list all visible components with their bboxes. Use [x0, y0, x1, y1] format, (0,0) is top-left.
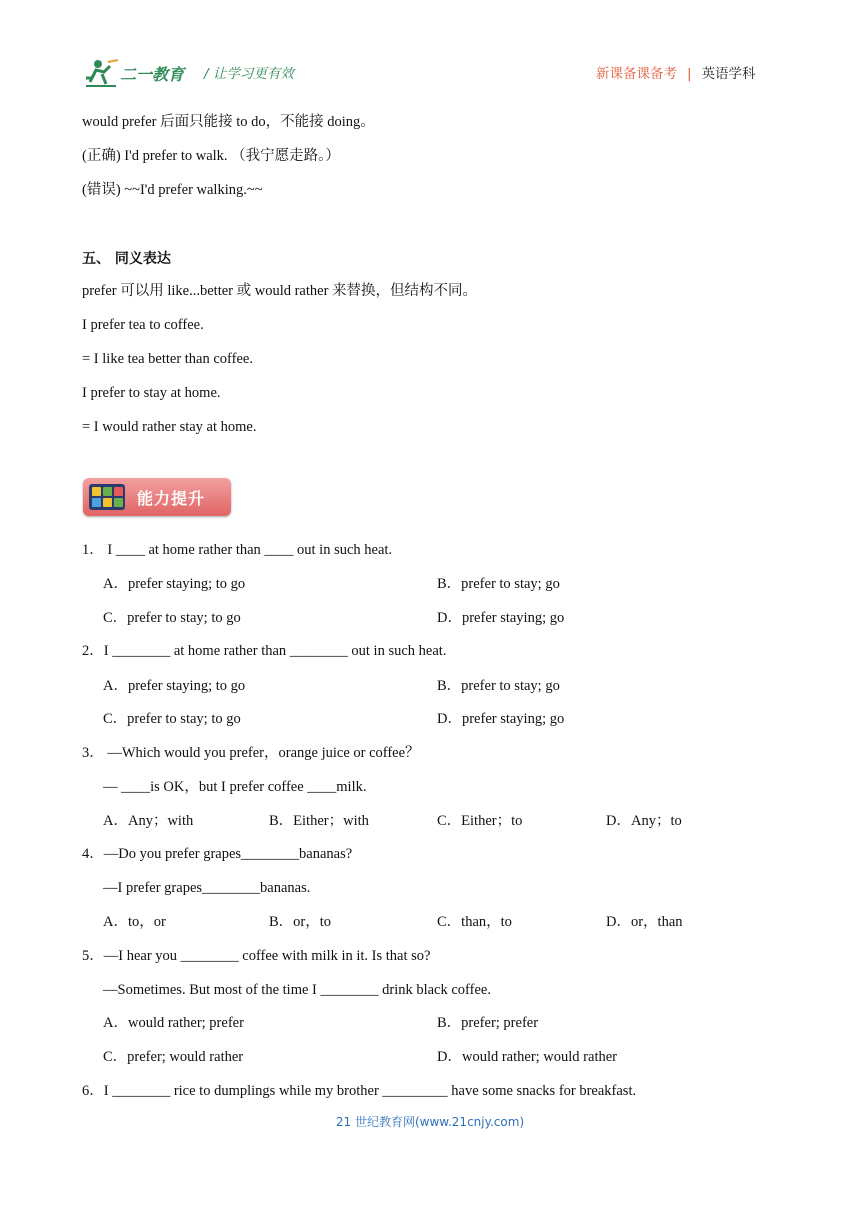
section-line: I prefer to stay at home. [82, 385, 221, 401]
question-stem-line-2: —I prefer grapes________bananas. [103, 880, 311, 896]
section-line: = I would rather stay at home. [82, 419, 257, 435]
option-b: B．prefer; prefer [437, 1015, 539, 1031]
header-subject-label: 英语学科 [701, 66, 756, 82]
option-b: B．prefer to stay; go [437, 678, 560, 694]
option-d: D．or，than [606, 914, 683, 930]
option-a: A．to，or [103, 914, 166, 930]
badge-blocks-icon [89, 484, 125, 510]
header-course-label: 新课备课备考 [596, 66, 677, 82]
question-stem: 6．I ________ rice to dumplings while my brother _________ have some snacks for breakfast. [82, 1083, 637, 1099]
section-line: prefer 可以用 like...better 或 would rather 来替换，但结构不同。 [82, 283, 478, 299]
option-c: C．Either；to [437, 813, 523, 829]
option-d: D．would rather; would rather [437, 1049, 617, 1065]
option-a: A．prefer staying; to go [103, 678, 246, 694]
option-b: B．Either；with [269, 813, 369, 829]
badge-label: 能力提升 [137, 489, 206, 508]
question-stem: 5．—I hear you ________ coffee with milk in it. Is that so? [82, 948, 431, 964]
option-a: A．would rather; prefer [103, 1015, 244, 1031]
section-line: = I like tea better than coffee. [82, 351, 253, 367]
section-line: I prefer tea to coffee. [82, 317, 204, 333]
logo-text: 二一教育 [120, 65, 185, 84]
option-c: C．prefer; would rather [103, 1049, 244, 1065]
option-a: A．prefer staying; to go [103, 576, 246, 592]
question-stem-line-2: — ____is OK，but I prefer coffee ____milk. [103, 779, 367, 795]
option-c: C．prefer to stay; to go [103, 711, 241, 727]
page-footer: 21 世纪教育网(www.21cnjy.com) [335, 1115, 525, 1129]
question-stem: 4．—Do you prefer grapes________bananas? [82, 846, 353, 862]
question-stem: 3． —Which would you prefer，orange juice or coffee？ [82, 745, 420, 761]
option-c: C．prefer to stay; to go [103, 610, 241, 626]
intro-line-1: would prefer 后面只能接 to do，不能接 doing。 [82, 114, 375, 130]
question-stem: 1． I ____ at home rather than ____ out in such heat. [82, 542, 393, 558]
header-slogan: / 让学习更有效 [204, 66, 294, 82]
header-separator: | [687, 66, 692, 82]
option-b: B．prefer to stay; go [437, 576, 560, 592]
header-right [596, 62, 756, 82]
option-a: A．Any；with [103, 813, 194, 829]
logo [84, 56, 196, 90]
option-d: D．prefer staying; go [437, 610, 565, 626]
option-c: C．than，to [437, 914, 512, 930]
intro-line-2: (正确) I'd prefer to walk. （我宁愿走路。） [82, 148, 340, 164]
ability-badge [83, 478, 231, 516]
option-d: D．Any；to [606, 813, 682, 829]
question-stem-line-2: —Sometimes. But most of the time I ________ drink black coffee. [103, 982, 491, 998]
intro-line-3: (错误) ~~I'd prefer walking.~~ [82, 182, 263, 198]
section-title: 五、 同义表达 [82, 251, 171, 267]
option-d: D．prefer staying; go [437, 711, 565, 727]
question-stem: 2．I ________ at home rather than ________ out in such heat. [82, 643, 447, 659]
option-b: B．or，to [269, 914, 332, 930]
